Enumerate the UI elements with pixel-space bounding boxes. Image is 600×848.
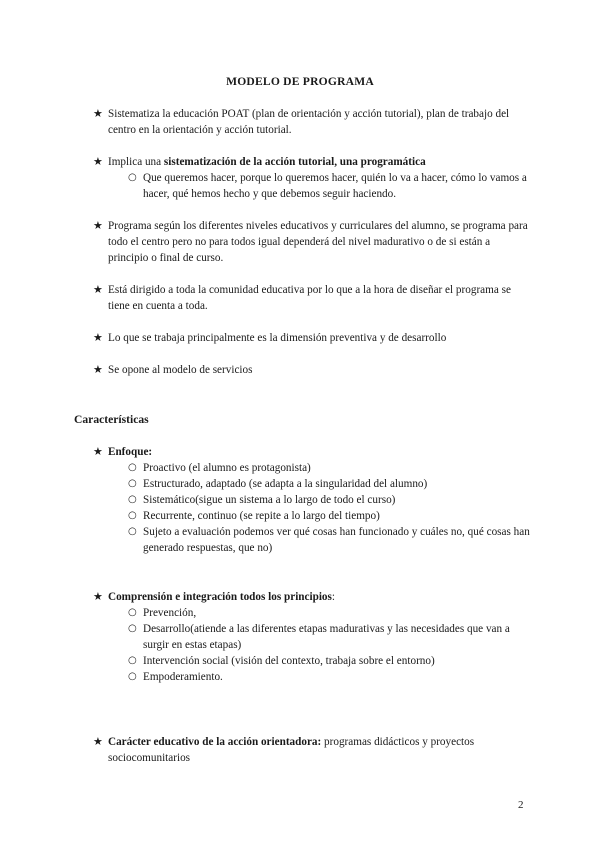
sub-item: ○ Prevención, xyxy=(128,607,197,619)
bullet-text: Sistematiza la educación POAT (plan de orientación y acción tutorial), plan de trabajo del centro en la orientación y acción tutorial. xyxy=(108,108,510,136)
bullet-item xyxy=(93,154,533,202)
caracter-block xyxy=(93,734,533,766)
star-icon: ★ xyxy=(93,331,103,344)
sub-item: ○ Sistemático(sigue un sistema a lo largo de todo el curso) xyxy=(128,494,396,506)
bullet-text: Comprensión e integración todos los principios: xyxy=(108,591,335,603)
bullet-item xyxy=(93,282,533,314)
enfoque-block xyxy=(93,444,533,556)
bullet-text: Implica una sistematización de la acción tutorial, una programática xyxy=(108,156,426,168)
comprension-block xyxy=(93,589,533,685)
circle-icon: ○ xyxy=(128,655,137,666)
sub-item: ○ Empoderamiento. xyxy=(128,671,223,683)
circle-icon: ○ xyxy=(128,607,137,618)
star-icon: ★ xyxy=(93,219,103,232)
sub-item xyxy=(128,170,533,202)
circle-icon: ○ xyxy=(128,671,137,682)
star-icon: ★ xyxy=(93,107,103,120)
star-icon: ★ xyxy=(93,283,103,296)
circle-icon: ○ xyxy=(128,623,137,634)
bullet-text: Está dirigido a toda la comunidad educativa por lo que a la hora de diseñar el programa se tiene en cuenta a toda. xyxy=(108,284,511,312)
page-number: 2 xyxy=(518,799,524,811)
bullet-item xyxy=(93,330,533,346)
circle-icon: ○ xyxy=(128,494,137,505)
sub-item: ○ Sujeto a evaluación podemos ver qué cosas han funcionado y cuáles no, qué cosas han generado respuestas, que no) xyxy=(128,526,530,554)
sub-item: ○ Recurrente, continuo (se repite a lo largo del tiempo) xyxy=(128,510,380,522)
bullet-text: Lo que se trabaja principalmente es la dimensión preventiva y de desarrollo xyxy=(108,332,447,344)
bullet-text: Carácter educativo de la acción orientadora: programas didácticos y proyectos sociocomunitarios xyxy=(108,736,475,764)
sub-item: ○ Intervención social (visión del contexto, trabaja sobre el entorno) xyxy=(128,655,435,667)
circle-icon: ○ xyxy=(128,478,137,489)
star-icon: ★ xyxy=(93,735,103,748)
sub-item: ○ Desarrollo(atiende a las diferentes etapas madurativas y las necesidades que van a surgir en estas etapas) xyxy=(128,623,510,651)
sub-item: ○ Proactivo (el alumno es protagonista) xyxy=(128,462,311,474)
circle-icon: ○ xyxy=(128,462,137,473)
section-heading: Características xyxy=(74,413,149,426)
star-icon: ★ xyxy=(93,590,103,603)
circle-icon: ○ xyxy=(128,172,137,183)
sub-item: ○ Estructurado, adaptado (se adapta a la singularidad del alumno) xyxy=(128,478,428,490)
circle-icon: ○ xyxy=(128,510,137,521)
page-title: MODELO DE PROGRAMA xyxy=(226,75,374,88)
bullet-text: Programa según los diferentes niveles educativos y curriculares del alumno, se programa para todo el centro pero no para todos igual dependerá del nivel madurativo o de si están a principio o final de curso. xyxy=(108,220,528,264)
bullet-text: Enfoque: xyxy=(108,446,153,458)
bullet-item xyxy=(93,106,533,138)
bullet-text: Se opone al modelo de servicios xyxy=(108,364,253,376)
star-icon: ★ xyxy=(93,445,103,458)
bullet-item xyxy=(93,218,533,266)
star-icon: ★ xyxy=(93,363,103,376)
circle-icon: ○ xyxy=(128,526,137,537)
sub-item-text: Que queremos hacer, porque lo queremos hacer, quién lo va a hacer, cómo lo vamos a hacer, qué hemos hecho y que debemos seguir haciendo. xyxy=(143,172,527,200)
bullet-item xyxy=(93,362,533,378)
star-icon: ★ xyxy=(93,155,103,168)
